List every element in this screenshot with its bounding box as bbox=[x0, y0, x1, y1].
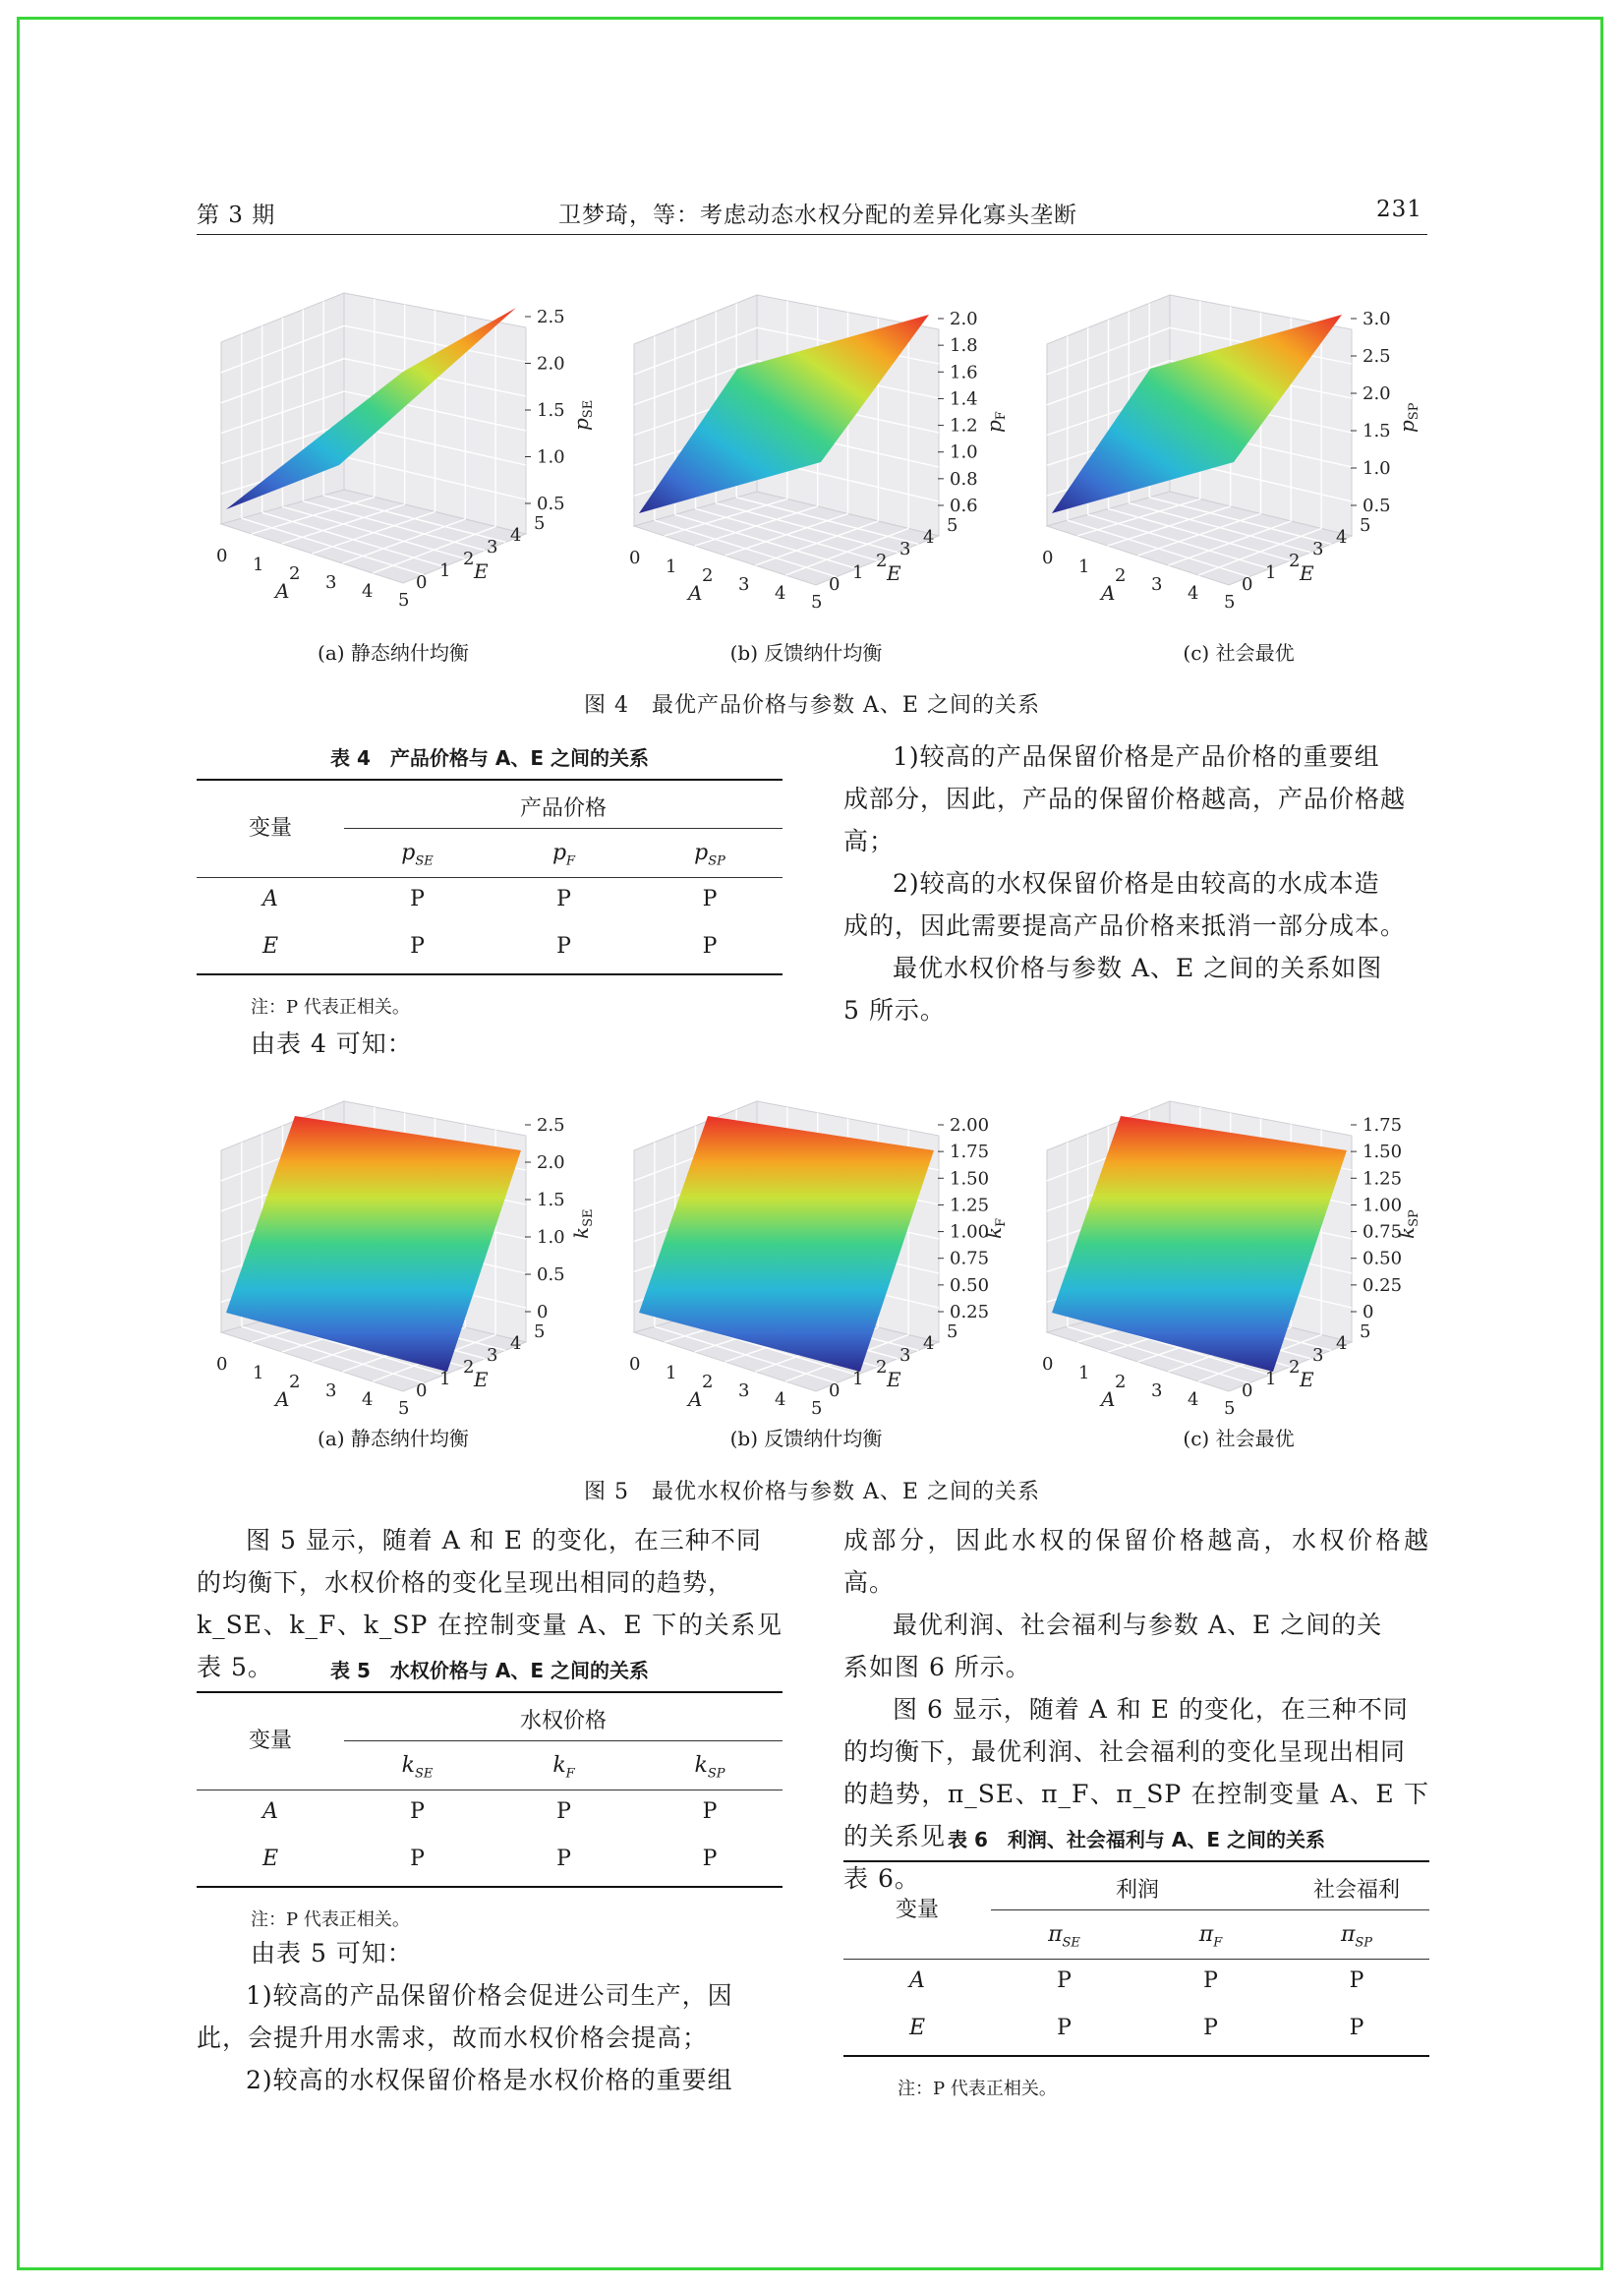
z-tick-label: 0.6 bbox=[950, 496, 978, 516]
z-tick-label: 2.5 bbox=[537, 307, 565, 327]
e-tick-label: 0 bbox=[829, 1380, 841, 1401]
surface-plot bbox=[609, 1072, 1022, 1419]
table5-bottom-rule bbox=[197, 1886, 783, 1888]
a-tick-label: 1 bbox=[666, 1363, 677, 1383]
table4-group-header: 产品价格 bbox=[519, 796, 607, 821]
a-tick-label: 2 bbox=[289, 563, 301, 584]
table4-var-header: 变量 bbox=[248, 816, 292, 841]
z-tick-label: 1.75 bbox=[950, 1142, 990, 1163]
a-tick-label: 5 bbox=[1224, 1398, 1236, 1419]
e-tick-label: 0 bbox=[416, 1380, 428, 1401]
table5-cell: P bbox=[556, 1799, 571, 1824]
z-tick-label: 0 bbox=[1363, 1302, 1374, 1322]
z-tick-label: 0.75 bbox=[1363, 1221, 1403, 1243]
z-tick-label: 0.5 bbox=[537, 494, 565, 514]
z-axis-label: $k_{SP}$ bbox=[1395, 1209, 1421, 1239]
text-line: 2)较高的水权保留价格是由较高的水成本造 bbox=[893, 869, 1380, 898]
a-tick-label: 3 bbox=[1151, 574, 1163, 595]
z-tick-label: 1.0 bbox=[537, 1227, 565, 1248]
table6-group-rule bbox=[991, 1909, 1429, 1910]
e-tick-label: 5 bbox=[534, 1321, 546, 1342]
table6-cell: P bbox=[1057, 2016, 1072, 2040]
e-axis-label: E bbox=[887, 1368, 901, 1391]
e-tick-label: 2 bbox=[1289, 551, 1301, 571]
surface-plot bbox=[1022, 1072, 1435, 1419]
fig5-panel-a bbox=[197, 1072, 609, 1419]
fig5-caption: 图 5 最优水权价格与参数 A、E 之间的关系 bbox=[584, 1480, 1040, 1504]
table4-cell: P bbox=[410, 887, 425, 911]
a-axis-label: A bbox=[688, 1387, 703, 1411]
fig5-sub-b: (b) 反馈纳什均衡 bbox=[729, 1427, 883, 1450]
a-tick-label: 0 bbox=[629, 1354, 641, 1375]
z-axis-label: $p_F$ bbox=[982, 411, 1009, 433]
table6-cell: P bbox=[1203, 2016, 1218, 2040]
table6-cell: P bbox=[1349, 2016, 1364, 2040]
e-tick-label: 3 bbox=[899, 539, 911, 559]
a-tick-label: 4 bbox=[362, 581, 374, 602]
fig5-sub-a: (a) 静态纳什均衡 bbox=[318, 1427, 469, 1450]
table4-row-A: A bbox=[262, 887, 278, 911]
text-line: 1)较高的产品保留价格是产品价格的重要组 bbox=[893, 742, 1380, 771]
table4-col-pSP: $p_{SP}$ bbox=[694, 841, 725, 869]
a-tick-label: 3 bbox=[1151, 1380, 1163, 1401]
z-tick-label: 1.0 bbox=[950, 441, 978, 463]
e-tick-label: 2 bbox=[876, 551, 888, 571]
table6-group2-header: 社会福利 bbox=[1312, 1878, 1400, 1903]
table5-cell: P bbox=[410, 1799, 425, 1824]
a-tick-label: 1 bbox=[666, 557, 677, 577]
fig5-panel-b bbox=[609, 1072, 1022, 1419]
a-tick-label: 1 bbox=[253, 1363, 264, 1383]
e-tick-label: 1 bbox=[439, 1369, 451, 1389]
table5-col-kSP: $k_{SP}$ bbox=[694, 1753, 725, 1782]
fig4-sub-a: (a) 静态纳什均衡 bbox=[318, 641, 469, 665]
text-line: 5 所示。 bbox=[843, 996, 946, 1025]
e-tick-label: 3 bbox=[487, 1345, 498, 1366]
table6-col-piSP: $\pi_{SP}$ bbox=[1340, 1922, 1373, 1951]
table6-cell: P bbox=[1203, 1968, 1218, 1993]
z-tick-label: 1.25 bbox=[1363, 1168, 1403, 1190]
table4-col-pSE: $p_{SE}$ bbox=[401, 841, 434, 869]
e-axis-label: E bbox=[1300, 561, 1314, 585]
e-tick-label: 1 bbox=[439, 560, 451, 581]
text-line: 成部分，因此水权的保留价格越高，水权价格越高。 bbox=[843, 1526, 1429, 1597]
a-tick-label: 3 bbox=[325, 572, 337, 593]
e-tick-label: 4 bbox=[923, 1333, 935, 1354]
a-tick-label: 2 bbox=[702, 565, 714, 586]
z-tick-label: 0.50 bbox=[1363, 1248, 1403, 1269]
page-number: 231 bbox=[1376, 197, 1422, 222]
text-line: 成部分，因此，产品的保留价格越高，产品价格越 bbox=[843, 785, 1407, 813]
z-tick-label: 1.25 bbox=[950, 1195, 990, 1216]
text-line: 的趋势，π_SE、π_F、π_SP 在控制变量 A、E 下的关系见 bbox=[843, 1780, 1429, 1850]
z-tick-label: 1.5 bbox=[537, 1190, 565, 1210]
table4-head-rule bbox=[197, 877, 783, 878]
z-tick-label: 2.00 bbox=[950, 1115, 990, 1136]
table6-var-header: 变量 bbox=[895, 1898, 939, 1922]
a-tick-label: 0 bbox=[1042, 548, 1054, 568]
table6-row-E: E bbox=[908, 2016, 926, 2040]
table5-cell: P bbox=[556, 1847, 571, 1871]
a-tick-label: 4 bbox=[775, 583, 786, 604]
z-tick-label: 1.6 bbox=[950, 362, 978, 383]
running-title: 卫梦琦，等：考虑动态水权分配的差异化寡头垄断 bbox=[558, 203, 1077, 228]
table6-head-rule bbox=[843, 1959, 1429, 1960]
e-tick-label: 0 bbox=[1242, 574, 1253, 595]
a-axis-label: A bbox=[1101, 581, 1116, 605]
z-tick-label: 2.0 bbox=[537, 1152, 565, 1173]
table5-top-rule bbox=[197, 1691, 783, 1693]
text-line: 2)较高的水权保留价格是水权价格的重要组 bbox=[246, 2066, 733, 2094]
text-line: 系如图 6 所示。 bbox=[843, 1653, 1031, 1681]
table4-note: 注：P 代表正相关。 bbox=[251, 997, 410, 1018]
e-tick-label: 4 bbox=[510, 525, 522, 546]
z-tick-label: 1.4 bbox=[950, 388, 978, 410]
table4-bottom-rule bbox=[197, 973, 783, 975]
a-tick-label: 0 bbox=[216, 1354, 228, 1375]
z-tick-label: 0.75 bbox=[950, 1248, 990, 1269]
e-tick-label: 4 bbox=[1336, 527, 1348, 548]
a-tick-label: 3 bbox=[738, 1380, 750, 1401]
e-tick-label: 1 bbox=[852, 562, 864, 583]
a-tick-label: 2 bbox=[289, 1372, 301, 1392]
e-tick-label: 5 bbox=[534, 513, 546, 534]
surface-plot bbox=[609, 265, 1022, 619]
z-tick-label: 2.0 bbox=[537, 353, 565, 375]
table6-title: 表 6 利润、社会福利与 A、E 之间的关系 bbox=[948, 1828, 1325, 1851]
a-tick-label: 0 bbox=[629, 548, 641, 568]
table5-row-A: A bbox=[262, 1799, 278, 1824]
z-axis-label: $k_F$ bbox=[982, 1217, 1009, 1239]
e-tick-label: 5 bbox=[1360, 1321, 1371, 1342]
text-line: 的均衡下，水权价格的变化呈现出相同的趋势， bbox=[197, 1568, 734, 1597]
z-tick-label: 1.5 bbox=[1363, 421, 1391, 441]
table4-cell: P bbox=[702, 934, 718, 959]
table6-cell: P bbox=[1349, 1968, 1364, 1993]
a-tick-label: 2 bbox=[702, 1372, 714, 1392]
surface-plot bbox=[197, 265, 609, 619]
table6-col-piSE: $\pi_{SE}$ bbox=[1048, 1922, 1080, 1951]
text-line: 1)较高的产品保留价格会促进公司生产，因 bbox=[246, 1981, 733, 2010]
e-axis-label: E bbox=[474, 1368, 489, 1391]
surface-plot bbox=[1022, 265, 1435, 619]
e-tick-label: 4 bbox=[1336, 1333, 1348, 1354]
table5-cell: P bbox=[702, 1847, 718, 1871]
z-tick-label: 0.8 bbox=[950, 468, 978, 490]
table5-cell: P bbox=[702, 1799, 718, 1824]
table6-cell: P bbox=[1057, 1968, 1072, 1993]
z-tick-label: 2.5 bbox=[1363, 346, 1391, 367]
a-tick-label: 5 bbox=[811, 1398, 823, 1419]
a-tick-label: 3 bbox=[738, 574, 750, 595]
e-tick-label: 3 bbox=[1312, 1345, 1324, 1366]
z-tick-label: 0.25 bbox=[950, 1302, 990, 1322]
fig4-panel-a bbox=[197, 265, 609, 619]
table5-var-header: 变量 bbox=[248, 1729, 292, 1753]
table4-col-pF: $p_F$ bbox=[551, 841, 576, 869]
z-tick-label: 1.8 bbox=[950, 335, 978, 357]
table5-title: 表 5 水权价格与 A、E 之间的关系 bbox=[330, 1659, 649, 1682]
table4-cell: P bbox=[702, 887, 718, 911]
table6-group1-header: 利润 bbox=[1115, 1878, 1159, 1903]
z-tick-label: 1.5 bbox=[537, 400, 565, 421]
table4-cell: P bbox=[556, 887, 571, 911]
text-line: 由表 5 可知： bbox=[251, 1939, 413, 1967]
a-tick-label: 4 bbox=[362, 1389, 374, 1410]
e-axis-label: E bbox=[1300, 1368, 1314, 1391]
a-tick-label: 0 bbox=[1042, 1354, 1054, 1375]
e-tick-label: 2 bbox=[463, 1357, 475, 1378]
a-tick-label: 5 bbox=[1224, 592, 1236, 613]
z-tick-label: 1.75 bbox=[1363, 1115, 1403, 1136]
fig4-sub-b: (b) 反馈纳什均衡 bbox=[729, 641, 883, 665]
table4-intro: 由表 4 可知： bbox=[251, 1029, 413, 1058]
z-tick-label: 1.00 bbox=[1363, 1195, 1403, 1216]
text-line: k_SE、k_F、k_SP 在控制变量 A、E 下的关系见表 5。 bbox=[197, 1611, 783, 1681]
z-tick-label: 1.2 bbox=[950, 415, 978, 437]
e-tick-label: 5 bbox=[947, 1321, 958, 1342]
z-axis-label: $k_{SE}$ bbox=[569, 1208, 596, 1239]
e-tick-label: 1 bbox=[1265, 562, 1277, 583]
fig5-sub-c: (c) 社会最优 bbox=[1183, 1427, 1295, 1450]
z-tick-label: 0 bbox=[537, 1302, 549, 1322]
text-line: 的均衡下，最优利润、社会福利的变化呈现出相同 bbox=[843, 1737, 1407, 1766]
a-tick-label: 4 bbox=[1188, 583, 1199, 604]
e-tick-label: 1 bbox=[852, 1369, 864, 1389]
e-axis-label: E bbox=[887, 561, 901, 585]
z-tick-label: 1.0 bbox=[537, 446, 565, 468]
a-tick-label: 2 bbox=[1115, 565, 1127, 586]
z-tick-label: 2.0 bbox=[950, 309, 978, 329]
z-tick-label: 0.50 bbox=[950, 1274, 990, 1296]
text-line: 最优利润、社会福利与参数 A、E 之间的关 bbox=[893, 1611, 1383, 1639]
right-col-text-1 bbox=[843, 735, 1429, 1031]
text-line: 成的，因此需要提高产品价格来抵消一部分成本。 bbox=[843, 911, 1407, 940]
z-tick-label: 2.5 bbox=[537, 1115, 565, 1136]
header-rule bbox=[197, 234, 1427, 235]
e-tick-label: 2 bbox=[1289, 1357, 1301, 1378]
a-tick-label: 1 bbox=[253, 555, 264, 575]
e-tick-label: 4 bbox=[923, 527, 935, 548]
table6-top-rule bbox=[843, 1860, 1429, 1862]
e-tick-label: 4 bbox=[510, 1333, 522, 1354]
table4-row-E: E bbox=[261, 934, 279, 959]
z-axis-label: $p_{SP}$ bbox=[1395, 402, 1421, 433]
z-tick-label: 0.25 bbox=[1363, 1274, 1403, 1296]
e-tick-label: 5 bbox=[947, 515, 958, 536]
text-line: 最优水权价格与参数 A、E 之间的关系如图 bbox=[893, 954, 1383, 982]
text-line: 高； bbox=[843, 827, 896, 855]
a-tick-label: 4 bbox=[775, 1389, 786, 1410]
table5-row-E: E bbox=[261, 1847, 279, 1871]
fig4-sub-c: (c) 社会最优 bbox=[1183, 641, 1295, 665]
e-tick-label: 1 bbox=[1265, 1369, 1277, 1389]
e-tick-label: 3 bbox=[899, 1345, 911, 1366]
a-axis-label: A bbox=[1101, 1387, 1116, 1411]
e-tick-label: 2 bbox=[463, 549, 475, 569]
a-tick-label: 5 bbox=[398, 590, 410, 611]
e-tick-label: 3 bbox=[1312, 539, 1324, 559]
z-tick-label: 1.50 bbox=[1363, 1142, 1403, 1163]
z-tick-label: 0.5 bbox=[1363, 496, 1391, 516]
table5-group-header: 水权价格 bbox=[519, 1709, 607, 1733]
fig4-caption: 图 4 最优产品价格与参数 A、E 之间的关系 bbox=[584, 693, 1040, 718]
table6-row-A: A bbox=[909, 1968, 925, 1993]
z-tick-label: 2.0 bbox=[1363, 383, 1391, 404]
a-tick-label: 5 bbox=[811, 592, 823, 613]
issue-number: 第 3 期 bbox=[197, 203, 276, 228]
e-axis-label: E bbox=[474, 559, 489, 583]
z-axis-label: $p_{SE}$ bbox=[569, 399, 596, 431]
z-tick-label: 1.0 bbox=[1363, 458, 1391, 479]
surface-plot bbox=[197, 1072, 609, 1419]
z-tick-label: 3.0 bbox=[1363, 309, 1391, 329]
table4-top-rule bbox=[197, 779, 783, 781]
table6-note: 注：P 代表正相关。 bbox=[898, 2079, 1057, 2099]
table6-bottom-rule bbox=[843, 2055, 1429, 2057]
text-line: 图 5 显示，随着 A 和 E 的变化，在三种不同 bbox=[246, 1526, 762, 1555]
a-axis-label: A bbox=[688, 581, 703, 605]
e-tick-label: 0 bbox=[829, 574, 841, 595]
z-tick-label: 0.5 bbox=[537, 1264, 565, 1285]
a-tick-label: 1 bbox=[1078, 557, 1090, 577]
a-tick-label: 1 bbox=[1078, 1363, 1090, 1383]
e-tick-label: 0 bbox=[1242, 1380, 1253, 1401]
text-line: 此，会提升用水需求，故而水权价格会提高； bbox=[197, 2024, 709, 2052]
table5-cell: P bbox=[410, 1847, 425, 1871]
table4-cell: P bbox=[556, 934, 571, 959]
table6-col-piF: $\pi_F$ bbox=[1198, 1922, 1223, 1951]
e-tick-label: 3 bbox=[487, 537, 498, 558]
a-tick-label: 0 bbox=[216, 546, 228, 566]
table5-col-kF: $k_F$ bbox=[552, 1753, 575, 1782]
text-line: 图 6 显示，随着 A 和 E 的变化，在三种不同 bbox=[893, 1695, 1409, 1724]
a-axis-label: A bbox=[275, 1387, 290, 1411]
e-tick-label: 0 bbox=[416, 572, 428, 593]
table4-group-rule bbox=[344, 828, 783, 829]
table4-title: 表 4 产品价格与 A、E 之间的关系 bbox=[330, 746, 649, 770]
a-tick-label: 5 bbox=[398, 1398, 410, 1419]
left-col-text-3 bbox=[197, 1932, 783, 2101]
a-tick-label: 3 bbox=[325, 1380, 337, 1401]
table5-col-kSE: $k_{SE}$ bbox=[401, 1753, 434, 1782]
a-tick-label: 4 bbox=[1188, 1389, 1199, 1410]
a-tick-label: 2 bbox=[1115, 1372, 1127, 1392]
table5-note: 注：P 代表正相关。 bbox=[251, 1909, 410, 1930]
z-tick-label: 1.00 bbox=[950, 1221, 990, 1243]
table5-group-rule bbox=[344, 1740, 783, 1741]
fig5-panel-c bbox=[1022, 1072, 1435, 1419]
e-tick-label: 2 bbox=[876, 1357, 888, 1378]
e-tick-label: 5 bbox=[1360, 515, 1371, 536]
text-line: 表 6。 bbox=[843, 1864, 920, 1893]
fig4-panel-c bbox=[1022, 265, 1435, 619]
z-tick-label: 1.50 bbox=[950, 1168, 990, 1190]
a-axis-label: A bbox=[275, 579, 290, 603]
fig4-panel-b bbox=[609, 265, 1022, 619]
table4-cell: P bbox=[410, 934, 425, 959]
